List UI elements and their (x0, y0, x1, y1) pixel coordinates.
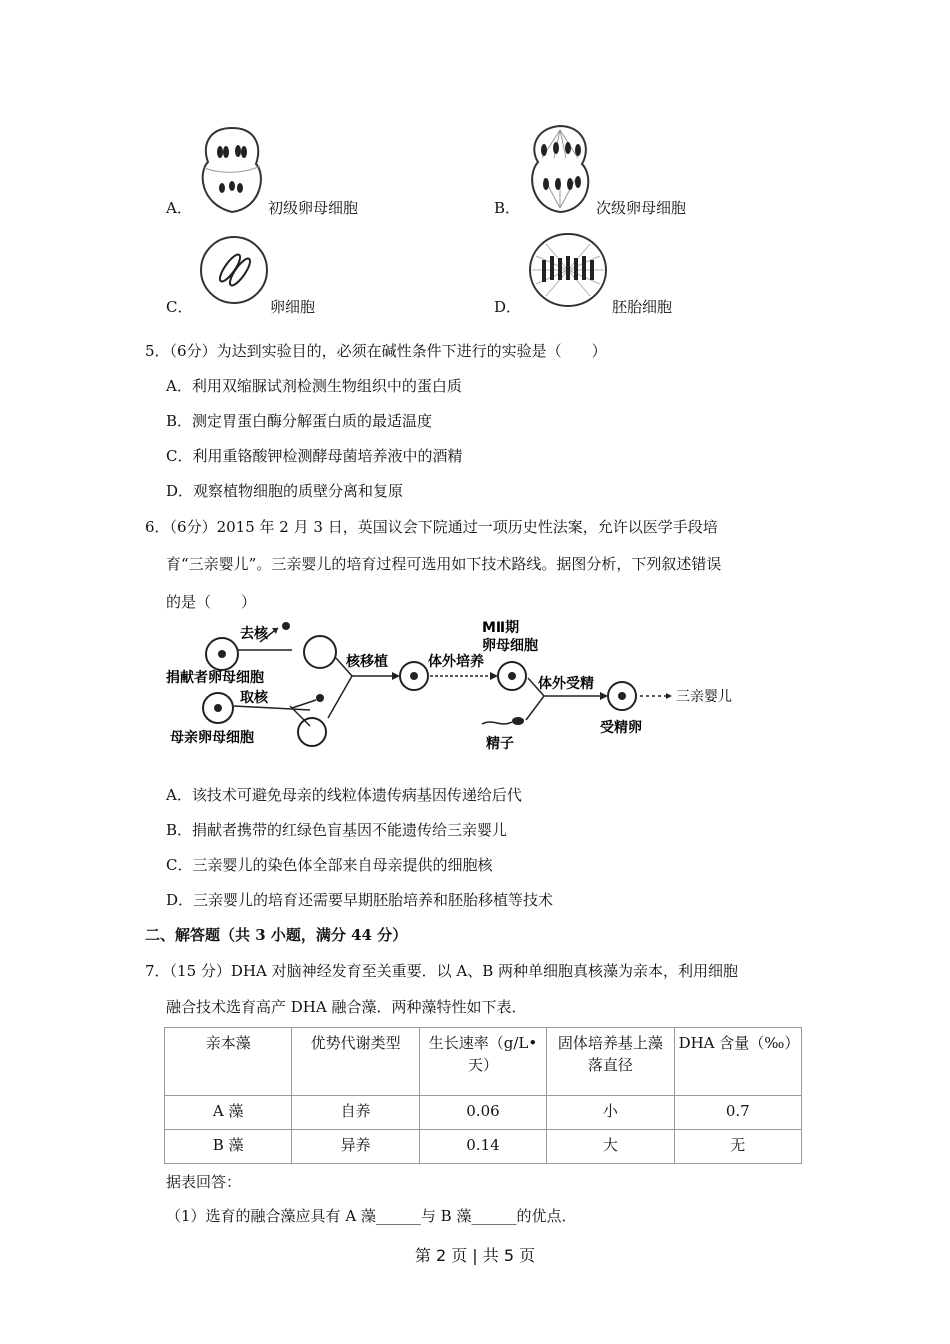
three-parent-baby-diagram (160, 614, 780, 754)
q4-option-c-letter[interactable]: C． (166, 298, 193, 316)
table-header-parent: 亲本藻 (165, 1028, 292, 1096)
q6-stem-line1: 6．（6分）2015 年 2 月 3 日，英国议会下院通过一项历史性法案，允许以医学手段培 (145, 518, 718, 536)
table-header-growth-rate: 生长速率（g/L•天） (419, 1028, 546, 1096)
label-mii-line1: MⅡ期 (482, 620, 520, 636)
page-footer: 第 2 页 | 共 5 页 (414, 1246, 536, 1265)
table-row (165, 1130, 802, 1164)
label-fertilized-egg: 受精卵 (600, 720, 642, 736)
label-remove-nucleus: 去核 (240, 626, 268, 642)
embryo-cell-image (526, 230, 610, 310)
table-cell: 无 (674, 1130, 801, 1164)
q4-option-a-label: 初级卵母细胞 (268, 199, 359, 217)
q6-stem-line3: 的是（ ） (166, 593, 257, 611)
label-mother-oocyte: 母亲卵母细胞 (170, 730, 254, 746)
q6-option-b[interactable]: B．捐献者携带的红绿色盲基因不能遗传给三亲婴儿 (166, 821, 508, 839)
table-header-colony-diameter: 固体培养基上藻落直径 (547, 1028, 674, 1096)
section2-title: 二、解答题（共 3 小题，满分 44 分） (145, 926, 408, 944)
table-row (165, 1096, 802, 1130)
q5-option-c[interactable]: C．利用重铬酸钾检测酵母菌培养液中的酒精 (166, 447, 463, 465)
q7-after-table: 据表回答： (166, 1173, 242, 1191)
table-header-dha: DHA 含量（‰） (674, 1028, 801, 1096)
q6-option-d[interactable]: D．三亲婴儿的培育还需要早期胚胎培养和胚胎移植等技术 (166, 891, 554, 909)
q4-option-c-label: 卵细胞 (270, 298, 316, 316)
label-nuclear-transfer: 核移植 (346, 654, 388, 670)
q4-option-a-letter[interactable]: A． (166, 199, 192, 217)
label-take-nucleus: 取核 (240, 690, 268, 706)
q5-option-d[interactable]: D．观察植物细胞的质壁分离和复原 (166, 482, 404, 500)
q6-option-a[interactable]: A．该技术可避免母亲的线粒体遗传病基因传递给后代 (166, 786, 522, 804)
q7-sub1: （1）选育的融合藻应具有 A 藻______与 B 藻______的优点． (166, 1207, 577, 1225)
label-mii-line2: 卵母细胞 (482, 638, 538, 654)
table-cell: 0.7 (674, 1096, 801, 1130)
q7-stem-line2: 融合技术选育高产 DHA 融合藻．两种藻特性如下表． (166, 998, 527, 1016)
mother-spindle-cell (298, 718, 326, 746)
label-donor-oocyte: 捐献者卵母细胞 (166, 670, 264, 686)
table-header-metabolism: 优势代谢类型 (292, 1028, 419, 1096)
oocyte-secondary-image (524, 122, 596, 216)
q5-option-a[interactable]: A．利用双缩脲试剂检测生物组织中的蛋白质 (166, 377, 462, 395)
oocyte-primary-image (196, 124, 268, 216)
table-cell: B 藻 (165, 1130, 292, 1164)
table-cell: 大 (547, 1130, 674, 1164)
table-cell: 异养 (292, 1130, 419, 1164)
label-in-vitro-culture: 体外培养 (428, 654, 484, 670)
q6-stem-line2: 育“三亲婴儿”。三亲婴儿的培育过程可选用如下技术路线。据图分析，下列叙述错误 (166, 555, 722, 573)
table-cell: 小 (547, 1096, 674, 1130)
q5-stem: 5．（6分）为达到实验目的，必须在碱性条件下进行的实验是（ ） (145, 342, 607, 360)
table-cell: 自养 (292, 1096, 419, 1130)
label-sperm: 精子 (486, 736, 514, 752)
enucleated-oocyte (304, 636, 336, 668)
q6-option-c[interactable]: C．三亲婴儿的染色体全部来自母亲提供的细胞核 (166, 856, 493, 874)
label-baby: 三亲婴儿 (676, 689, 732, 705)
table-cell: 0.06 (419, 1096, 546, 1130)
algae-properties-table (164, 1027, 802, 1164)
label-ivf: 体外受精 (538, 676, 594, 692)
q4-option-b-letter[interactable]: B． (494, 199, 521, 217)
table-cell: 0.14 (419, 1130, 546, 1164)
q4-option-d-label: 胚胎细胞 (612, 298, 673, 316)
table-cell: A 藻 (165, 1096, 292, 1130)
egg-cell-image (198, 234, 270, 306)
q5-option-b[interactable]: B．测定胃蛋白酶分解蛋白质的最适温度 (166, 412, 433, 430)
q7-stem-line1: 7．（15 分）DHA 对脑神经发育至关重要．以 A、B 两种单细胞真核藻为亲本，利用细胞 (145, 962, 739, 980)
q4-option-b-label: 次级卵母细胞 (596, 199, 687, 217)
q4-option-d-letter[interactable]: D． (494, 298, 522, 316)
